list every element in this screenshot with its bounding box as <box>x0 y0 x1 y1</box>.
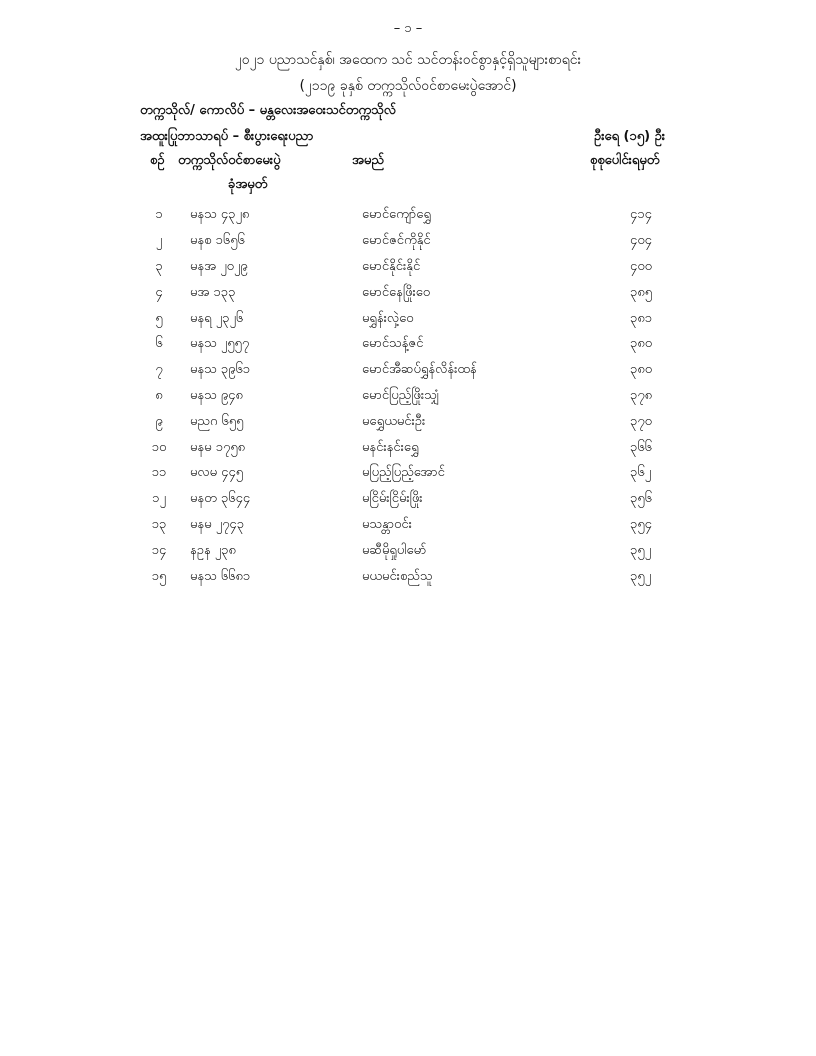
row-serial: ၁၅ <box>151 568 167 584</box>
major-subject-line: အထူးပြုဘာသာရပ် – စီးပွားရေးပညာ <box>140 129 314 144</box>
row-total-marks: ၃၆၆ <box>630 439 652 455</box>
row-name: မသန္တာဝင်း <box>362 516 412 532</box>
results-table <box>140 203 710 590</box>
row-total-marks: ၃၅၄ <box>630 516 652 532</box>
header-roll-number: တက္ကသိုလ်ဝင်စာမေးပွဲ <box>178 153 281 168</box>
row-name: မောင်ပြည့်ဖြိုးသျှံ <box>362 387 440 403</box>
row-roll-number: မအ ၁၃၃ <box>190 284 236 300</box>
page-number: – ၁ – <box>393 21 423 36</box>
row-total-marks: ၄၀၄ <box>630 233 652 249</box>
table-row <box>140 435 710 461</box>
row-serial: ၆ <box>155 336 163 352</box>
row-total-marks: ၃၈၀ <box>630 362 653 378</box>
row-serial: ၇ <box>155 362 163 378</box>
table-row <box>140 538 710 564</box>
table-row <box>140 384 710 410</box>
header-total-marks: စုစုပေါင်းရမှတ် <box>590 153 660 168</box>
row-serial: ၁၁ <box>151 465 167 481</box>
row-total-marks: ၃၅၂ <box>630 568 652 584</box>
row-name: မယမင်းစည်သူ <box>362 568 433 584</box>
row-total-marks: ၃၇၈ <box>630 387 653 403</box>
row-total-marks: ၃၈၀ <box>630 336 653 352</box>
document-subtitle: (၂၁၁၉ ခုနှစ် တက္ကသိုလ်ဝင်စာမေးပွဲအောင်) <box>299 78 517 94</box>
row-total-marks: ၃၅၆ <box>630 491 652 507</box>
table-row <box>140 229 710 255</box>
row-roll-number: မလမ ၄၄၅ <box>190 465 244 481</box>
table-row <box>140 332 710 358</box>
row-total-marks: ၃၅၂ <box>630 542 652 558</box>
row-name: မပြည့်ပြည့်အောင် <box>362 465 445 481</box>
row-name: မောင်နေဖြိုးဝေ <box>362 284 431 300</box>
row-roll-number: နဥန ၂၃၈ <box>190 542 236 558</box>
row-serial: ၁ <box>155 207 163 223</box>
row-serial: ၁၄ <box>151 542 167 558</box>
table-row <box>140 358 710 384</box>
row-roll-number: မနသ ၄၃၂၈ <box>190 207 250 223</box>
row-name: မရွှန်းလှဲ့ဝေ <box>362 310 414 326</box>
table-row <box>140 409 710 435</box>
row-roll-number: မနမ ၁၇၅၈ <box>190 439 246 455</box>
row-name: မငြိမ်းငြိမ်းဖြိုး <box>362 491 423 507</box>
row-total-marks: ၄၁၄ <box>630 207 652 223</box>
table-row <box>140 564 710 590</box>
table-row <box>140 255 710 281</box>
table-row <box>140 513 710 539</box>
row-serial: ၂ <box>155 233 163 249</box>
row-serial: ၁၃ <box>151 516 167 532</box>
header-roll-number-line2: ခုံအမှတ် <box>228 177 268 192</box>
row-total-marks: ၃၇၀ <box>630 413 652 429</box>
row-total-marks: ၃၈၁ <box>630 310 653 326</box>
row-serial: ၁၀ <box>151 439 167 455</box>
row-name: မောင်သန့်ဇင် <box>362 336 424 352</box>
table-row <box>140 306 710 332</box>
row-name: မောင်ဇင်ကိုနိုင် <box>362 233 431 249</box>
row-roll-number: မနသ ၂၅၅၇ <box>190 336 250 352</box>
table-row <box>140 280 710 306</box>
row-name: မောင်ကျော်ရွှေ <box>362 207 431 223</box>
row-serial: ၁၂ <box>152 491 166 507</box>
row-roll-number: မနသ ၉၄၈ <box>190 387 243 403</box>
header-serial: စဉ် <box>150 153 165 168</box>
row-name: မနင်းနင်းရွှေ <box>362 439 419 455</box>
row-serial: ၉ <box>155 413 163 429</box>
table-row <box>140 203 710 229</box>
row-roll-number: မညဂ ၆၅၅ <box>190 413 244 429</box>
row-name: မဆီမိုရှုပါမော် <box>362 542 427 558</box>
row-total-marks: ၃၈၅ <box>630 284 653 300</box>
table-row <box>140 461 710 487</box>
row-roll-number: မနသ ၃၉၆၁ <box>190 362 251 378</box>
row-name: မောင်အီဆပ်ရွှန်လိန်းထန် <box>362 362 477 378</box>
row-roll-number: မနသ ၆၆၈၁ <box>190 568 251 584</box>
row-name: မောင်နိုင်းနိုင် <box>362 258 421 274</box>
university-line: တက္ကသိုလ်/ ကောလိပ် – မန္တလေးအဝေးသင်တက္ကသိုလ် <box>140 103 396 118</box>
row-serial: ၈ <box>155 387 163 403</box>
student-count: ဦးရေ (၁၅) ဦး <box>594 129 666 144</box>
row-roll-number: မနတ ၃၆၄၄ <box>190 491 251 507</box>
table-row <box>140 487 710 513</box>
row-roll-number: မနရ ၂၃၂၆ <box>190 310 244 326</box>
row-serial: ၄ <box>155 284 163 300</box>
row-roll-number: မနစ ၁၆၅၆ <box>190 233 245 249</box>
row-name: မရွှေယမင်းဦး <box>362 413 426 429</box>
row-total-marks: ၄၀၀ <box>630 258 652 274</box>
document-title: ၂၀၂၁ ပညာသင်နှစ်၊ အထေက သင် သင်တန်းဝင်စွာနှင့်ရှိသူများစာရင်း <box>234 52 582 68</box>
row-roll-number: မနမ ၂၇၄၃ <box>190 516 245 532</box>
header-name: အမည် <box>352 153 384 168</box>
row-serial: ၅ <box>155 310 163 326</box>
row-serial: ၃ <box>155 258 163 274</box>
row-roll-number: မနအ ၂၀၂၉ <box>190 258 248 274</box>
row-total-marks: ၃၆၂ <box>630 465 652 481</box>
